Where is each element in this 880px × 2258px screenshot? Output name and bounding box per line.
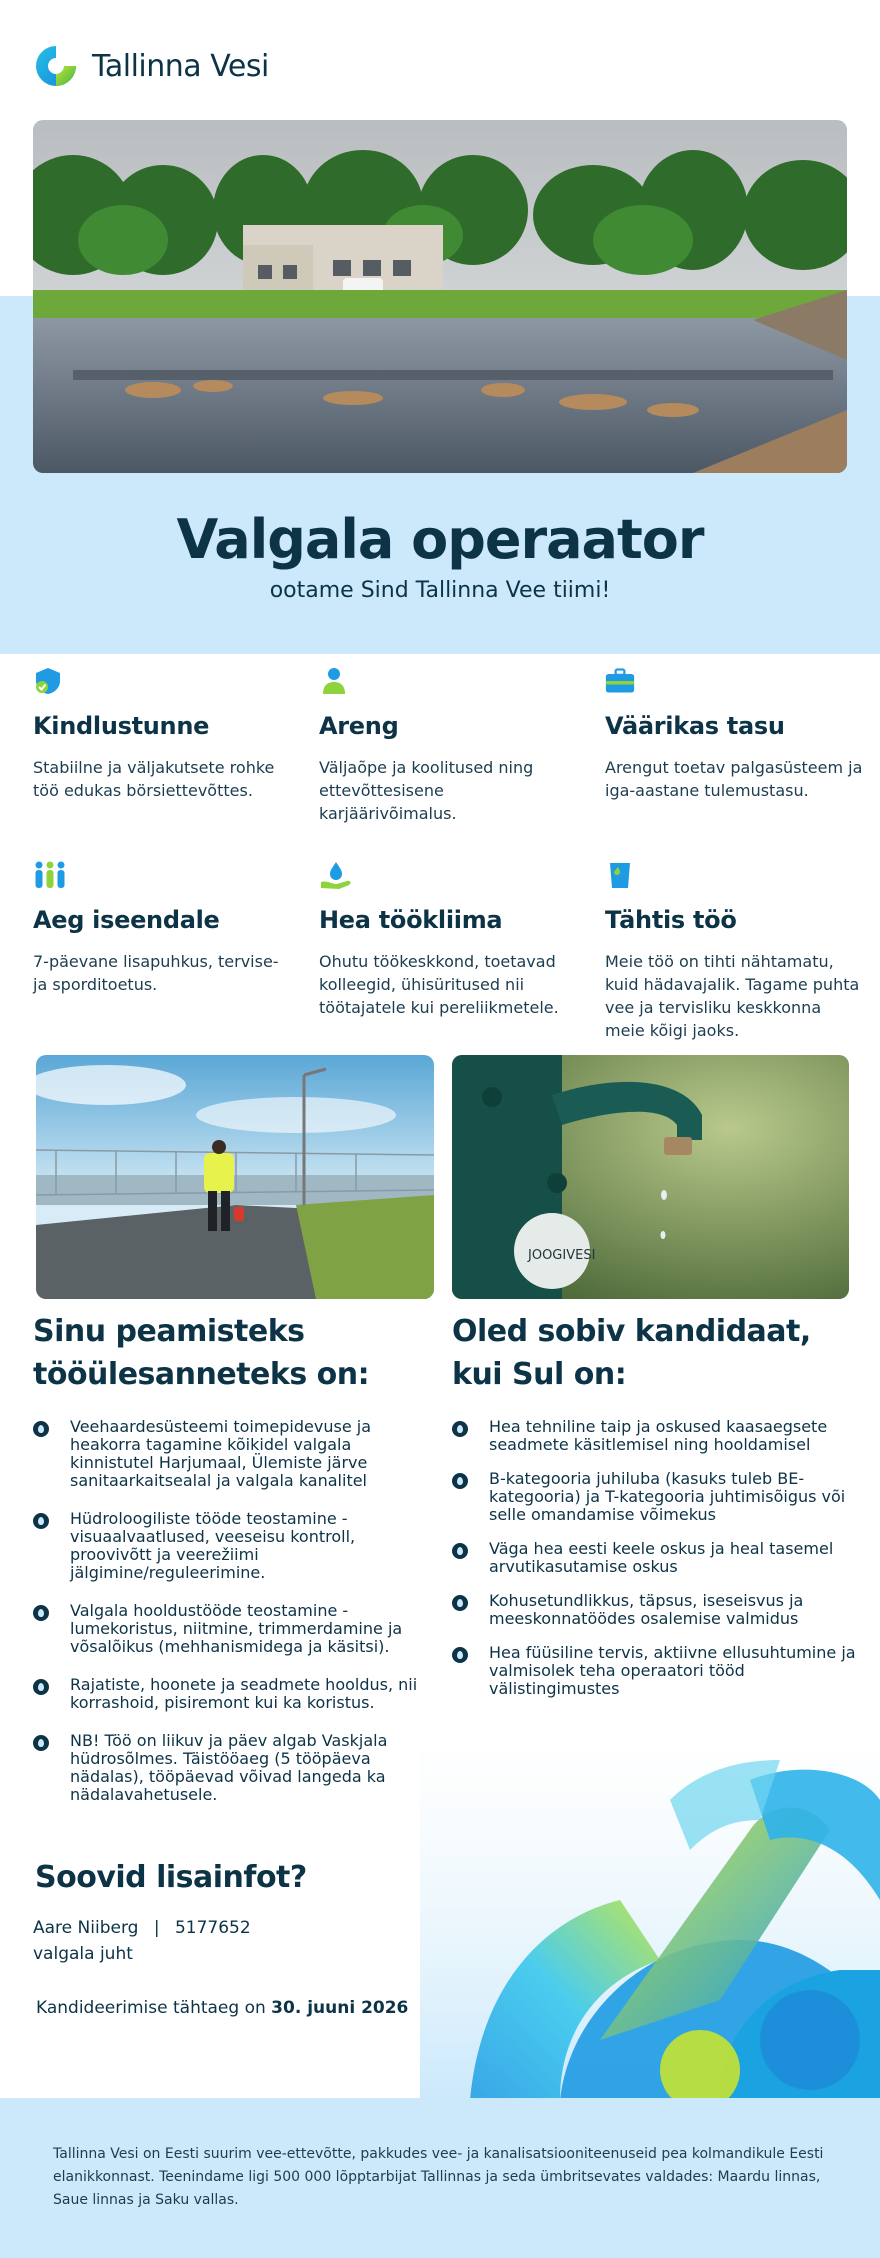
benefit-title: Väärikas tasu bbox=[605, 712, 785, 740]
hand-water-drop-icon bbox=[319, 860, 353, 890]
photo-water-tap bbox=[452, 1055, 849, 1299]
contact-name: Aare Niiberg bbox=[33, 1918, 139, 1938]
list-item: Veehaardesüsteemi toimepidevuse ja heakorra tagamine kõikidel valgala kinnistutel Harjumaal, Ülemiste järve sanitaarkaitsealal ja valgala kanalitel bbox=[33, 1418, 423, 1490]
contact-role: valgala juht bbox=[33, 1944, 133, 1964]
benefit-climate bbox=[319, 860, 579, 1019]
contact-person bbox=[33, 1918, 251, 1938]
contact-phone[interactable]: 5177652 bbox=[174, 1918, 251, 1938]
brand-logo[interactable] bbox=[32, 42, 269, 90]
list-item: B-kategooria juhiluba (kasuks tuleb BE-kategooria) ja T-kategooria juhtimisõigus või selle omandamise võimekus bbox=[452, 1470, 857, 1524]
water-drop-bullet-icon bbox=[33, 1605, 49, 1621]
water-drop-bullet-icon bbox=[33, 1421, 49, 1437]
candidate-title bbox=[452, 1310, 811, 1396]
benefit-time bbox=[33, 860, 293, 996]
list-item: Väga hea eesti keele oskus ja heal tasemel arvutikasutamise oskus bbox=[452, 1540, 857, 1576]
water-drop-bullet-icon bbox=[452, 1421, 468, 1437]
water-drop-bullet-icon bbox=[33, 1679, 49, 1695]
list-item: Kohusetundlikkus, täpsus, iseseisvus ja meeskonnatöödes osalemise valmidus bbox=[452, 1592, 857, 1628]
benefit-title: Areng bbox=[319, 712, 399, 740]
candidate-list bbox=[452, 1418, 857, 1698]
footer bbox=[0, 2098, 880, 2258]
benefit-title: Kindlustunne bbox=[33, 712, 210, 740]
benefit-growth bbox=[319, 666, 579, 825]
benefit-pay bbox=[605, 666, 865, 802]
list-item: Hea füüsiline tervis, aktiivne ellusuhtumine ja valmisolek teha operaatori tööd välistingimustes bbox=[452, 1644, 857, 1698]
page-title: Valgala operaator bbox=[176, 508, 704, 571]
contact-title: Soovid lisainfot? bbox=[35, 1860, 307, 1895]
application-deadline bbox=[36, 1998, 408, 2018]
list-item: Rajatiste, hoonete ja seadmete hooldus, nii korrashoid, pisiremont kui ka koristus. bbox=[33, 1676, 423, 1712]
brand-name: Tallinna Vesi bbox=[92, 48, 269, 84]
candidate-title-line2: kui Sul on: bbox=[452, 1357, 627, 1392]
benefit-text: Väljaõpe ja koolitused ning ettevõttesisene karjäärivõimalus. bbox=[319, 758, 534, 823]
water-drop-bullet-icon bbox=[452, 1543, 468, 1559]
tasks-title bbox=[33, 1310, 369, 1396]
tasks-list bbox=[33, 1418, 423, 1804]
benefit-title: Hea töökliima bbox=[319, 906, 503, 934]
water-drop-bullet-icon bbox=[452, 1647, 468, 1663]
footer-text: Tallinna Vesi on Eesti suurim vee-ettevõtte, pakkudes vee- ja kanalisatsiooniteenuseid pea kolmandikule Eesti elanikkonnast. Teenindame ligi 500 000 lõpptarbijat Tallinnas ja seda ümbritsevates valdades: Maardu linnas, Saue linnas ja Saku vallas. bbox=[53, 2146, 824, 2208]
benefit-text: Arengut toetav palgasüsteem ja iga-aastane tulemustasu. bbox=[605, 758, 863, 800]
tasks-title-line2: tööülesanneteks on: bbox=[33, 1357, 370, 1392]
list-item: Hea tehniline taip ja oskused kaasaegsete seadmete käsitlemisel ning hooldamisel bbox=[452, 1418, 857, 1454]
tallinna-vesi-logo-icon bbox=[32, 42, 80, 90]
water-glass-icon bbox=[605, 860, 635, 890]
photo-sign-text: JOOGIVESI bbox=[528, 1248, 596, 1263]
person-icon bbox=[319, 666, 349, 696]
water-drop-bullet-icon bbox=[33, 1735, 49, 1751]
water-drop-bullet-icon bbox=[452, 1595, 468, 1611]
deadline-date: 30. juuni 2026 bbox=[271, 1998, 409, 2018]
benefit-text: Meie töö on tihti nähtamatu, kuid hädavajalik. Tagame puhta vee ja tervisliku keskkonna meie kõigi jaoks. bbox=[605, 952, 860, 1040]
photo-worker-walking bbox=[36, 1055, 434, 1299]
water-drop-bullet-icon bbox=[33, 1513, 49, 1529]
benefit-title: Tähtis töö bbox=[605, 906, 737, 934]
list-item: Hüdroloogiliste tööde teostamine - visuaalvaatlused, veeseisu kontroll, proovivõtt ja veerežiimi jälgimine/reguleerimine. bbox=[33, 1510, 423, 1582]
briefcase-icon bbox=[605, 666, 635, 696]
page-subtitle: ootame Sind Tallinna Vee tiimi! bbox=[269, 578, 611, 603]
tasks-title-line1: Sinu peamisteks bbox=[33, 1314, 305, 1349]
shield-check-icon bbox=[33, 666, 63, 696]
hero-photo-waterworks bbox=[33, 120, 847, 473]
water-drop-bullet-icon bbox=[452, 1473, 468, 1489]
list-item: Valgala hooldustööde teostamine - lumekoristus, niitmine, trimmerdamine ja võsalõikus (mehhanismidega ja käsitsi). bbox=[33, 1602, 423, 1656]
decorative-pipe-graphic bbox=[420, 1740, 880, 2100]
candidate-title-line1: Oled sobiv kandidaat, bbox=[452, 1314, 811, 1349]
benefit-text: 7-päevane lisapuhkus, tervise- ja sporditoetus. bbox=[33, 952, 279, 994]
benefit-important-work bbox=[605, 860, 865, 1042]
contact-separator: | bbox=[153, 1918, 160, 1938]
deadline-label: Kandideerimise tähtaeg on bbox=[36, 1998, 266, 2018]
benefit-security bbox=[33, 666, 293, 802]
list-item: NB! Töö on liikuv ja päev algab Vaskjala hüdrosõlmes. Täistööaeg (5 tööpäeva nädalas), tööpäevad võivad langeda ka nädalavahetusele. bbox=[33, 1732, 423, 1804]
benefit-text: Ohutu töökeskkond, toetavad kolleegid, ühisüritused nii töötajatele kui pereliikmetele. bbox=[319, 952, 559, 1017]
people-group-icon bbox=[33, 860, 67, 890]
benefit-title: Aeg iseendale bbox=[33, 906, 220, 934]
benefit-text: Stabiilne ja väljakutsete rohke töö edukas börsiettevõttes. bbox=[33, 758, 275, 800]
